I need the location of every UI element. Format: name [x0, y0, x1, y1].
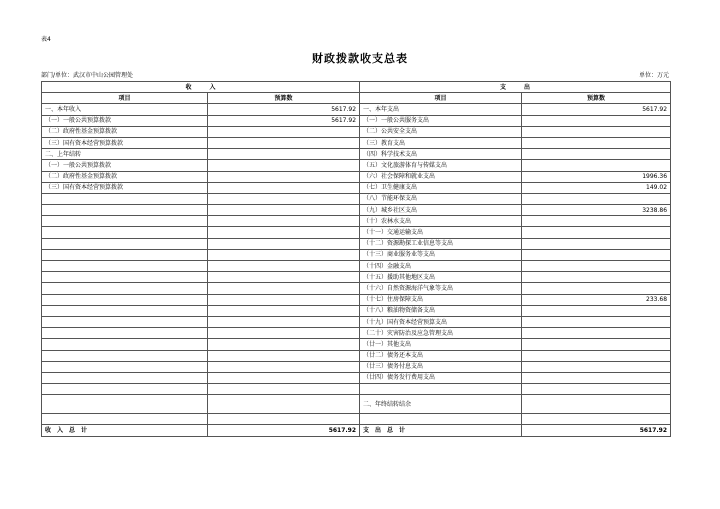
income-budget-cell: [208, 384, 360, 395]
section-header-row: [42, 82, 671, 93]
department-label: 部门/单位：武汉市中山公园管理处: [41, 72, 134, 79]
expense-budget-cell: [522, 372, 671, 383]
income-header: 收 入: [42, 82, 360, 93]
income-budget-cell: [208, 350, 360, 361]
expense-budget-cell: [522, 238, 671, 249]
income-item-cell: （二）政府性基金预算拨款: [42, 126, 208, 137]
income-item-cell: [42, 272, 208, 283]
expense-item-header: 项目: [360, 93, 522, 104]
income-item-cell: [42, 316, 208, 327]
expense-budget-cell: [522, 160, 671, 171]
income-budget-cell: [208, 216, 360, 227]
total-row: [42, 425, 671, 436]
table-row: [42, 328, 671, 339]
table-row: [42, 305, 671, 316]
income-budget-cell: [208, 160, 360, 171]
table-row: [42, 160, 671, 171]
budget-table: [41, 81, 671, 437]
expense-item-cell: （二十）灾害防治及应急管理支出: [360, 328, 522, 339]
table-row: [42, 316, 671, 327]
expense-item-cell: 一、本年支出: [360, 104, 522, 115]
expense-item-cell: （廿一）其他支出: [360, 339, 522, 350]
expense-item-cell: （四）科学技术支出: [360, 149, 522, 160]
expense-item-cell: （十二）资源勘探工业信息等支出: [360, 238, 522, 249]
table-number: 表4: [41, 36, 51, 43]
income-budget-cell: [208, 149, 360, 160]
income-budget-cell: [208, 272, 360, 283]
income-budget-cell: [208, 305, 360, 316]
income-budget-cell: [208, 294, 360, 305]
table-row: [42, 115, 671, 126]
expense-budget-cell: [522, 149, 671, 160]
expense-budget-cell: [522, 115, 671, 126]
income-item-cell: （三）国有资本经营预算拨款: [42, 182, 208, 193]
expense-total-value: 5617.92: [522, 425, 671, 436]
expense-budget-cell: [522, 283, 671, 294]
income-item-cell: [42, 294, 208, 305]
income-item-cell: [42, 395, 208, 414]
income-budget-cell: [208, 171, 360, 182]
income-item-cell: [42, 205, 208, 216]
income-budget-cell: [208, 261, 360, 272]
income-item-cell: [42, 361, 208, 372]
expense-item-cell: （十四）金融支出: [360, 261, 522, 272]
table-row: [42, 372, 671, 383]
income-total-label: 收 入 总 计: [42, 425, 208, 436]
income-item-cell: [42, 261, 208, 272]
expense-budget-cell: [522, 414, 671, 425]
income-item-cell: [42, 283, 208, 294]
expense-budget-cell: [522, 137, 671, 148]
expense-budget-cell: [522, 126, 671, 137]
income-budget-cell: [208, 395, 360, 414]
expense-item-cell: （十六）自然资源海洋气象等支出: [360, 283, 522, 294]
income-item-cell: [42, 372, 208, 383]
table-row: [42, 137, 671, 148]
income-item-cell: （一）一般公共预算拨款: [42, 160, 208, 171]
expense-budget-cell: [522, 216, 671, 227]
income-budget-cell: [208, 227, 360, 238]
table-row: [42, 182, 671, 193]
income-budget-cell: 5617.92: [208, 104, 360, 115]
expense-header: 支 出: [360, 82, 671, 93]
income-item-cell: 一、本年收入: [42, 104, 208, 115]
income-budget-cell: [208, 137, 360, 148]
expense-budget-cell: [522, 384, 671, 395]
table-row: [42, 294, 671, 305]
table-row: [42, 216, 671, 227]
income-budget-cell: [208, 328, 360, 339]
table-row: [42, 126, 671, 137]
expense-item-cell: （八）节能环保支出: [360, 193, 522, 204]
unit-label: 单位：万元: [638, 72, 669, 79]
table-row: [42, 339, 671, 350]
expense-item-cell: （廿四）债务发行费用支出: [360, 372, 522, 383]
expense-budget-header: 预算数: [522, 93, 671, 104]
table-row: [42, 261, 671, 272]
income-budget-cell: [208, 316, 360, 327]
expense-item-cell: （十五）援助其他地区支出: [360, 272, 522, 283]
table-row: [42, 283, 671, 294]
income-item-cell: 二、上年结转: [42, 149, 208, 160]
table-body: [42, 82, 671, 437]
expense-item-cell: （七）卫生健康支出: [360, 182, 522, 193]
table-row: [42, 272, 671, 283]
income-budget-cell: [208, 182, 360, 193]
income-budget-cell: [208, 205, 360, 216]
expense-budget-cell: [522, 227, 671, 238]
income-budget-cell: [208, 249, 360, 260]
expense-budget-cell: 1996.36: [522, 171, 671, 182]
table-row: [42, 171, 671, 182]
expense-budget-cell: [522, 272, 671, 283]
expense-budget-cell: 149.02: [522, 182, 671, 193]
expense-budget-cell: [522, 395, 671, 414]
expense-item-cell: （三）教育支出: [360, 137, 522, 148]
income-budget-cell: [208, 372, 360, 383]
income-budget-cell: 5617.92: [208, 115, 360, 126]
table-row: [42, 414, 671, 425]
income-budget-cell: [208, 193, 360, 204]
expense-item-cell: （十九）国有资本经营预算支出: [360, 316, 522, 327]
expense-budget-cell: [522, 328, 671, 339]
income-item-cell: [42, 249, 208, 260]
income-item-cell: [42, 193, 208, 204]
income-budget-cell: [208, 126, 360, 137]
table-row: [42, 149, 671, 160]
income-item-cell: （二）政府性基金预算拨款: [42, 171, 208, 182]
column-header-row: [42, 93, 671, 104]
expense-item-cell: （六）社会保障和就业支出: [360, 171, 522, 182]
income-budget-cell: [208, 361, 360, 372]
income-budget-cell: [208, 339, 360, 350]
expense-item-cell: （十一）交通运输支出: [360, 227, 522, 238]
expense-item-cell: （十八）粮油物资储备支出: [360, 305, 522, 316]
expense-budget-cell: [522, 305, 671, 316]
income-item-cell: [42, 350, 208, 361]
expense-item-cell: （五）文化旅游体育与传媒支出: [360, 160, 522, 171]
income-item-cell: [42, 339, 208, 350]
expense-item-cell: 二、年终结转结余: [360, 395, 522, 414]
income-item-cell: [42, 216, 208, 227]
table-row: [42, 395, 671, 414]
expense-budget-cell: 5617.92: [522, 104, 671, 115]
income-item-cell: [42, 384, 208, 395]
income-item-cell: [42, 414, 208, 425]
expense-budget-cell: [522, 261, 671, 272]
income-item-cell: [42, 305, 208, 316]
income-item-header: 项目: [42, 93, 208, 104]
expense-item-cell: [360, 414, 522, 425]
expense-budget-cell: 233.68: [522, 294, 671, 305]
income-total-value: 5617.92: [208, 425, 360, 436]
expense-item-cell: （二）公共安全支出: [360, 126, 522, 137]
expense-item-cell: （廿二）债务还本支出: [360, 350, 522, 361]
income-budget-cell: [208, 414, 360, 425]
income-budget-cell: [208, 283, 360, 294]
expense-budget-cell: [522, 193, 671, 204]
income-budget-header: 预算数: [208, 93, 360, 104]
expense-item-cell: （廿三）债务付息支出: [360, 361, 522, 372]
table-row: [42, 238, 671, 249]
income-item-cell: [42, 328, 208, 339]
expense-item-cell: （十三）商业服务业等支出: [360, 249, 522, 260]
table-row: [42, 361, 671, 372]
expense-total-label: 支 出 总 计: [360, 425, 522, 436]
table-row: [42, 227, 671, 238]
income-budget-cell: [208, 238, 360, 249]
table-row: [42, 104, 671, 115]
income-item-cell: （一）一般公共预算拨款: [42, 115, 208, 126]
expense-item-cell: [360, 384, 522, 395]
table-row: [42, 384, 671, 395]
expense-budget-cell: [522, 316, 671, 327]
income-item-cell: [42, 238, 208, 249]
income-item-cell: [42, 227, 208, 238]
expense-budget-cell: [522, 249, 671, 260]
expense-budget-cell: [522, 339, 671, 350]
expense-budget-cell: 3238.86: [522, 205, 671, 216]
expense-item-cell: （十七）住房保障支出: [360, 294, 522, 305]
table-row: [42, 205, 671, 216]
income-item-cell: （三）国有资本经营预算拨款: [42, 137, 208, 148]
expense-budget-cell: [522, 361, 671, 372]
table-row: [42, 249, 671, 260]
table-row: [42, 193, 671, 204]
page-title: 财政拨款收支总表: [312, 52, 408, 65]
expense-item-cell: （一）一般公共服务支出: [360, 115, 522, 126]
table-row: [42, 350, 671, 361]
expense-item-cell: （十）农林水支出: [360, 216, 522, 227]
expense-item-cell: （九）城乡社区支出: [360, 205, 522, 216]
expense-budget-cell: [522, 350, 671, 361]
